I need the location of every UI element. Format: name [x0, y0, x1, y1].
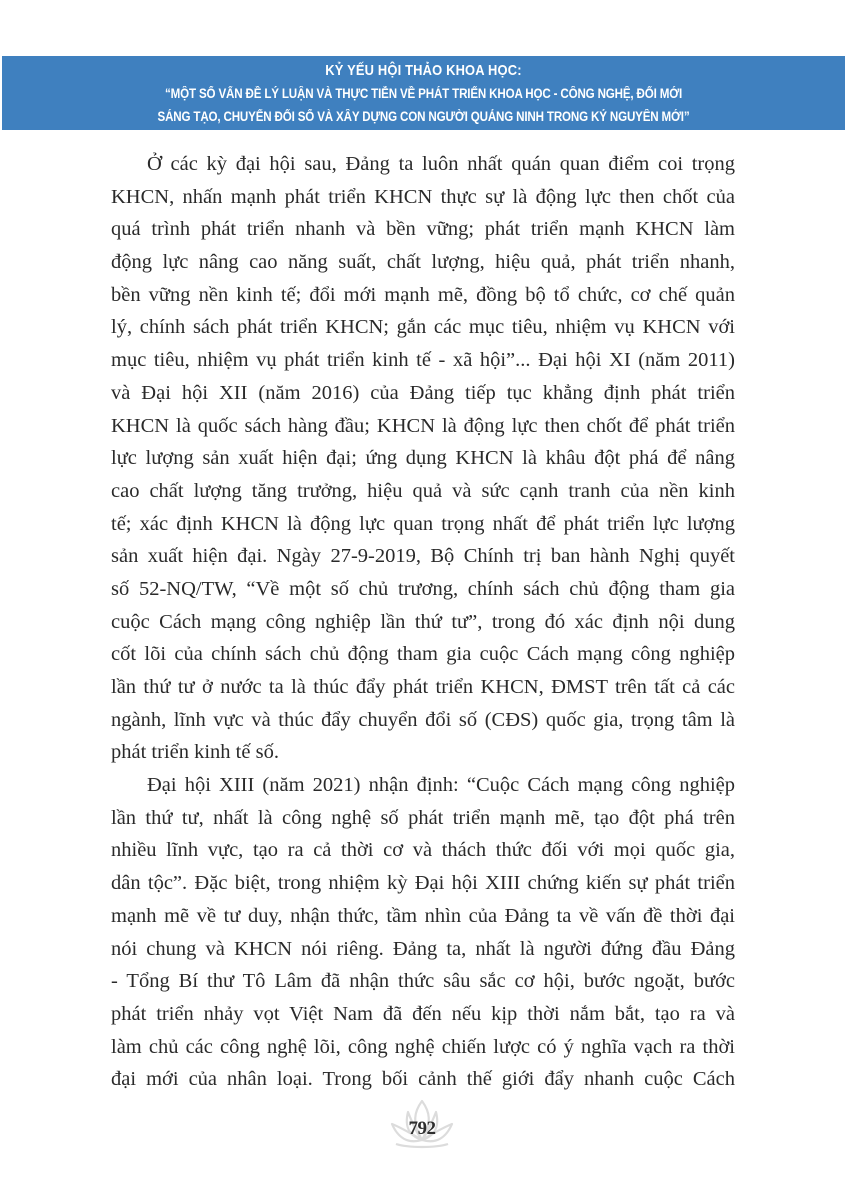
text-line: lần thứ tư ở nước ta là thúc đẩy phát triển KHCN, ĐMST trên tất cả các — [111, 676, 735, 698]
text-line: và Đại hội XII (năm 2016) của Đảng tiếp tục khẳng định phát triển — [111, 381, 735, 404]
text-line: nói chung và KHCN nói riêng. Đảng ta, nhất là người đứng đầu Đảng — [111, 937, 735, 960]
text-line: dân tộc”. Đặc biệt, trong nhiệm kỳ Đại hội XIII chứng kiến sự phát triển — [111, 872, 735, 895]
page-footer — [372, 1098, 472, 1150]
text-line: cốt lõi của chính sách chủ động tham gia cuộc Cách mạng công nghiệp — [111, 643, 735, 666]
text-line: phát triển nhảy vọt Việt Nam đã đến nếu kịp thời nắm bắt, tạo ra và — [111, 1002, 735, 1025]
text-line: làm chủ các công nghệ lõi, công nghệ chiến lược có ý nghĩa vạch ra thời — [111, 1035, 735, 1058]
page-number: 792 — [408, 1118, 436, 1139]
text-line: động lực nâng cao năng suất, chất lượng, hiệu quả, phát triển nhanh, — [111, 251, 735, 274]
text-line: nhiều lĩnh vực, tạo ra cả thời cơ và thách thức đối với mọi quốc gia, — [111, 839, 735, 862]
text-line: KHCN là quốc sách hàng đầu; KHCN là động lực then chốt để phát triển — [111, 414, 735, 437]
header-subtitle-line-2: SÁNG TẠO, CHUYỂN ĐỔI SỐ VÀ XÂY DỰNG CON NGƯỜI QUẢNG NINH TRONG KỶ NGUYÊN MỚI” — [157, 109, 690, 124]
text-line: cuộc Cách mạng công nghiệp lần thứ tư”, trong đó xác định nội dung — [111, 610, 735, 633]
text-line: tế; xác định KHCN là động lực quan trọng nhất để phát triển lực lượng — [111, 512, 735, 535]
text-line: ngành, lĩnh vực và thúc đẩy chuyển đổi số (CĐS) quốc gia, trọng tâm là — [111, 708, 735, 731]
header-title: KỶ YẾU HỘI THẢO KHOA HỌC: — [325, 62, 522, 79]
text-line: phát triển kinh tế số. — [111, 741, 279, 764]
body-text — [111, 148, 735, 1096]
text-line: mạnh mẽ về tư duy, nhận thức, tầm nhìn của Đảng ta về vấn đề thời đại — [111, 904, 735, 927]
text-line: Ở các kỳ đại hội sau, Đảng ta luôn nhất quán quan điểm coi trọng — [147, 153, 735, 175]
text-line: mục tiêu, nhiệm vụ phát triển kinh tế - xã hội”... Đại hội XI (năm 2011) — [111, 349, 735, 372]
text-line: KHCN, nhấn mạnh phát triển KHCN thực sự là động lực then chốt của — [111, 185, 735, 208]
text-line: lý, chính sách phát triển KHCN; gắn các mục tiêu, nhiệm vụ KHCN với — [111, 316, 735, 339]
text-line: - Tổng Bí thư Tô Lâm đã nhận thức sâu sắc cơ hội, bước ngoặt, bước — [111, 970, 735, 993]
text-line: sản xuất hiện đại. Ngày 27-9-2019, Bộ Chính trị ban hành Nghị quyết — [111, 545, 735, 568]
text-line: số 52-NQ/TW, “Về một số chủ trương, chính sách chủ động tham gia — [111, 577, 735, 600]
text-line: lực lượng sản xuất hiện đại; ứng dụng KHCN là khâu đột phá để nâng — [111, 447, 735, 470]
text-line: Đại hội XIII (năm 2021) nhận định: “Cuộc Cách mạng công nghiệp — [147, 774, 735, 797]
text-line: bền vững nền kinh tế; đổi mới mạnh mẽ, đồng bộ tổ chức, cơ chế quản — [111, 283, 735, 306]
header-subtitle-line-1: “MỘT SỐ VẤN ĐỀ LÝ LUẬN VÀ THỰC TIỄN VỀ PHÁT TRIỂN KHOA HỌC - CÔNG NGHỆ, ĐỔI MỚI — [164, 86, 683, 101]
header-banner — [2, 56, 845, 130]
text-line: đại mới của nhân loại. Trong bối cảnh thế giới đẩy nhanh cuộc Cách — [111, 1068, 735, 1091]
text-line: cao chất lượng tăng trưởng, hiệu quả và sức cạnh tranh của nền kinh — [111, 479, 735, 502]
text-line: quá trình phát triển nhanh và bền vững; phát triển mạnh KHCN làm — [111, 218, 735, 241]
text-line: lần thứ tư, nhất là công nghệ số phát triển mạnh mẽ, tạo đột phá trên — [111, 806, 735, 829]
